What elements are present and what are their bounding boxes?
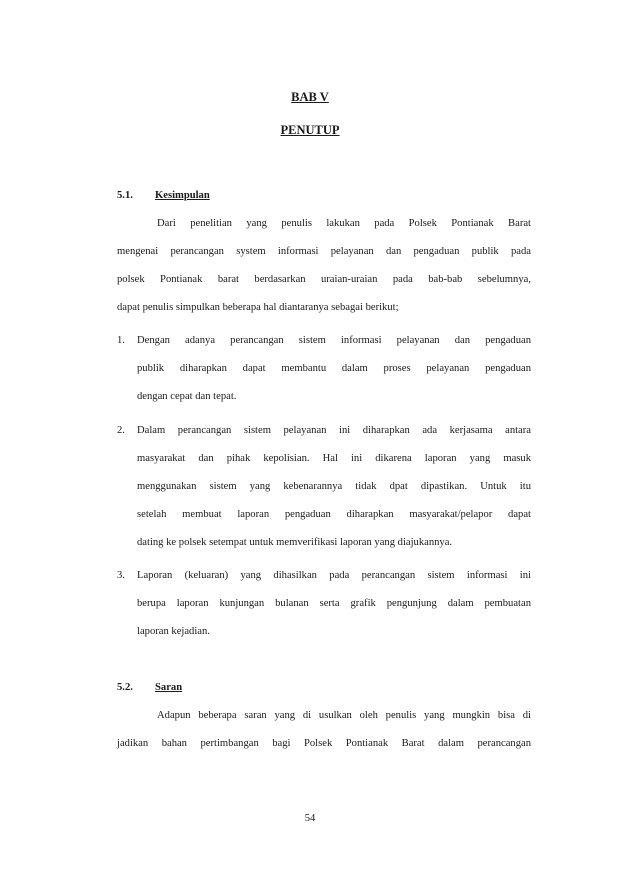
list-item-line: publik diharapkan dapat membantu dalam proses pelayanan pengaduan xyxy=(137,363,531,374)
list-item-line: Dalam perancangan sistem pelayanan ini diharapkan ada kerjasama antara xyxy=(137,425,531,436)
section-heading: Kesimpulan xyxy=(155,190,210,201)
paragraph-line: Adapun beberapa saran yang di usulkan oleh penulis yang mungkin bisa di xyxy=(157,710,531,721)
list-item-line: menggunakan sistem yang kebenarannya tidak dpat dipastikan. Untuk itu xyxy=(137,481,531,492)
paragraph-line: jadikan bahan pertimbangan bagi Polsek Pontianak Barat dalam perancangan xyxy=(117,738,531,749)
list-number: 1. xyxy=(117,335,125,346)
list-item-line: Dengan adanya perancangan sistem informasi pelayanan dan pengaduan xyxy=(137,335,531,346)
list-item-line: dengan cepat dan tepat. xyxy=(137,391,237,402)
list-number: 3. xyxy=(117,570,125,581)
list-item-line: dating ke polsek setempat untuk memverifikasi laporan yang diajukannya. xyxy=(137,537,453,548)
section-heading: Saran xyxy=(155,682,183,693)
paragraph-line: mengenai perancangan system informasi pelayanan dan pengaduan publik pada xyxy=(117,246,531,257)
chapter-title: PENUTUP xyxy=(280,123,340,137)
page-number: 54 xyxy=(304,813,316,824)
list-item-line: laporan kejadian. xyxy=(137,626,210,637)
chapter-heading: BAB V xyxy=(291,90,329,104)
list-item-line: masyarakat dan pihak kepolisian. Hal ini dikarena laporan yang masuk xyxy=(137,453,531,464)
paragraph-line: dapat penulis simpulkan beberapa hal diantaranya sebagai berikut; xyxy=(117,302,399,313)
paragraph-line: Dari penelitian yang penulis lakukan pada Polsek Pontianak Barat xyxy=(157,218,531,229)
list-item-line: Laporan (keluaran) yang dihasilkan pada perancangan sistem informasi ini xyxy=(137,570,531,581)
paragraph-line: polsek Pontianak barat berdasarkan uraian-uraian pada bab-bab sebelumnya, xyxy=(117,274,531,285)
list-item-line: setelah membuat laporan pengaduan diharapkan masyarakat/pelapor dapat xyxy=(137,509,531,520)
section-number: 5.1. xyxy=(117,190,133,201)
list-number: 2. xyxy=(117,425,125,436)
section-number: 5.2. xyxy=(117,682,133,693)
list-item-line: berupa laporan kunjungan bulanan serta grafik pengunjung dalam pembuatan xyxy=(137,598,531,609)
